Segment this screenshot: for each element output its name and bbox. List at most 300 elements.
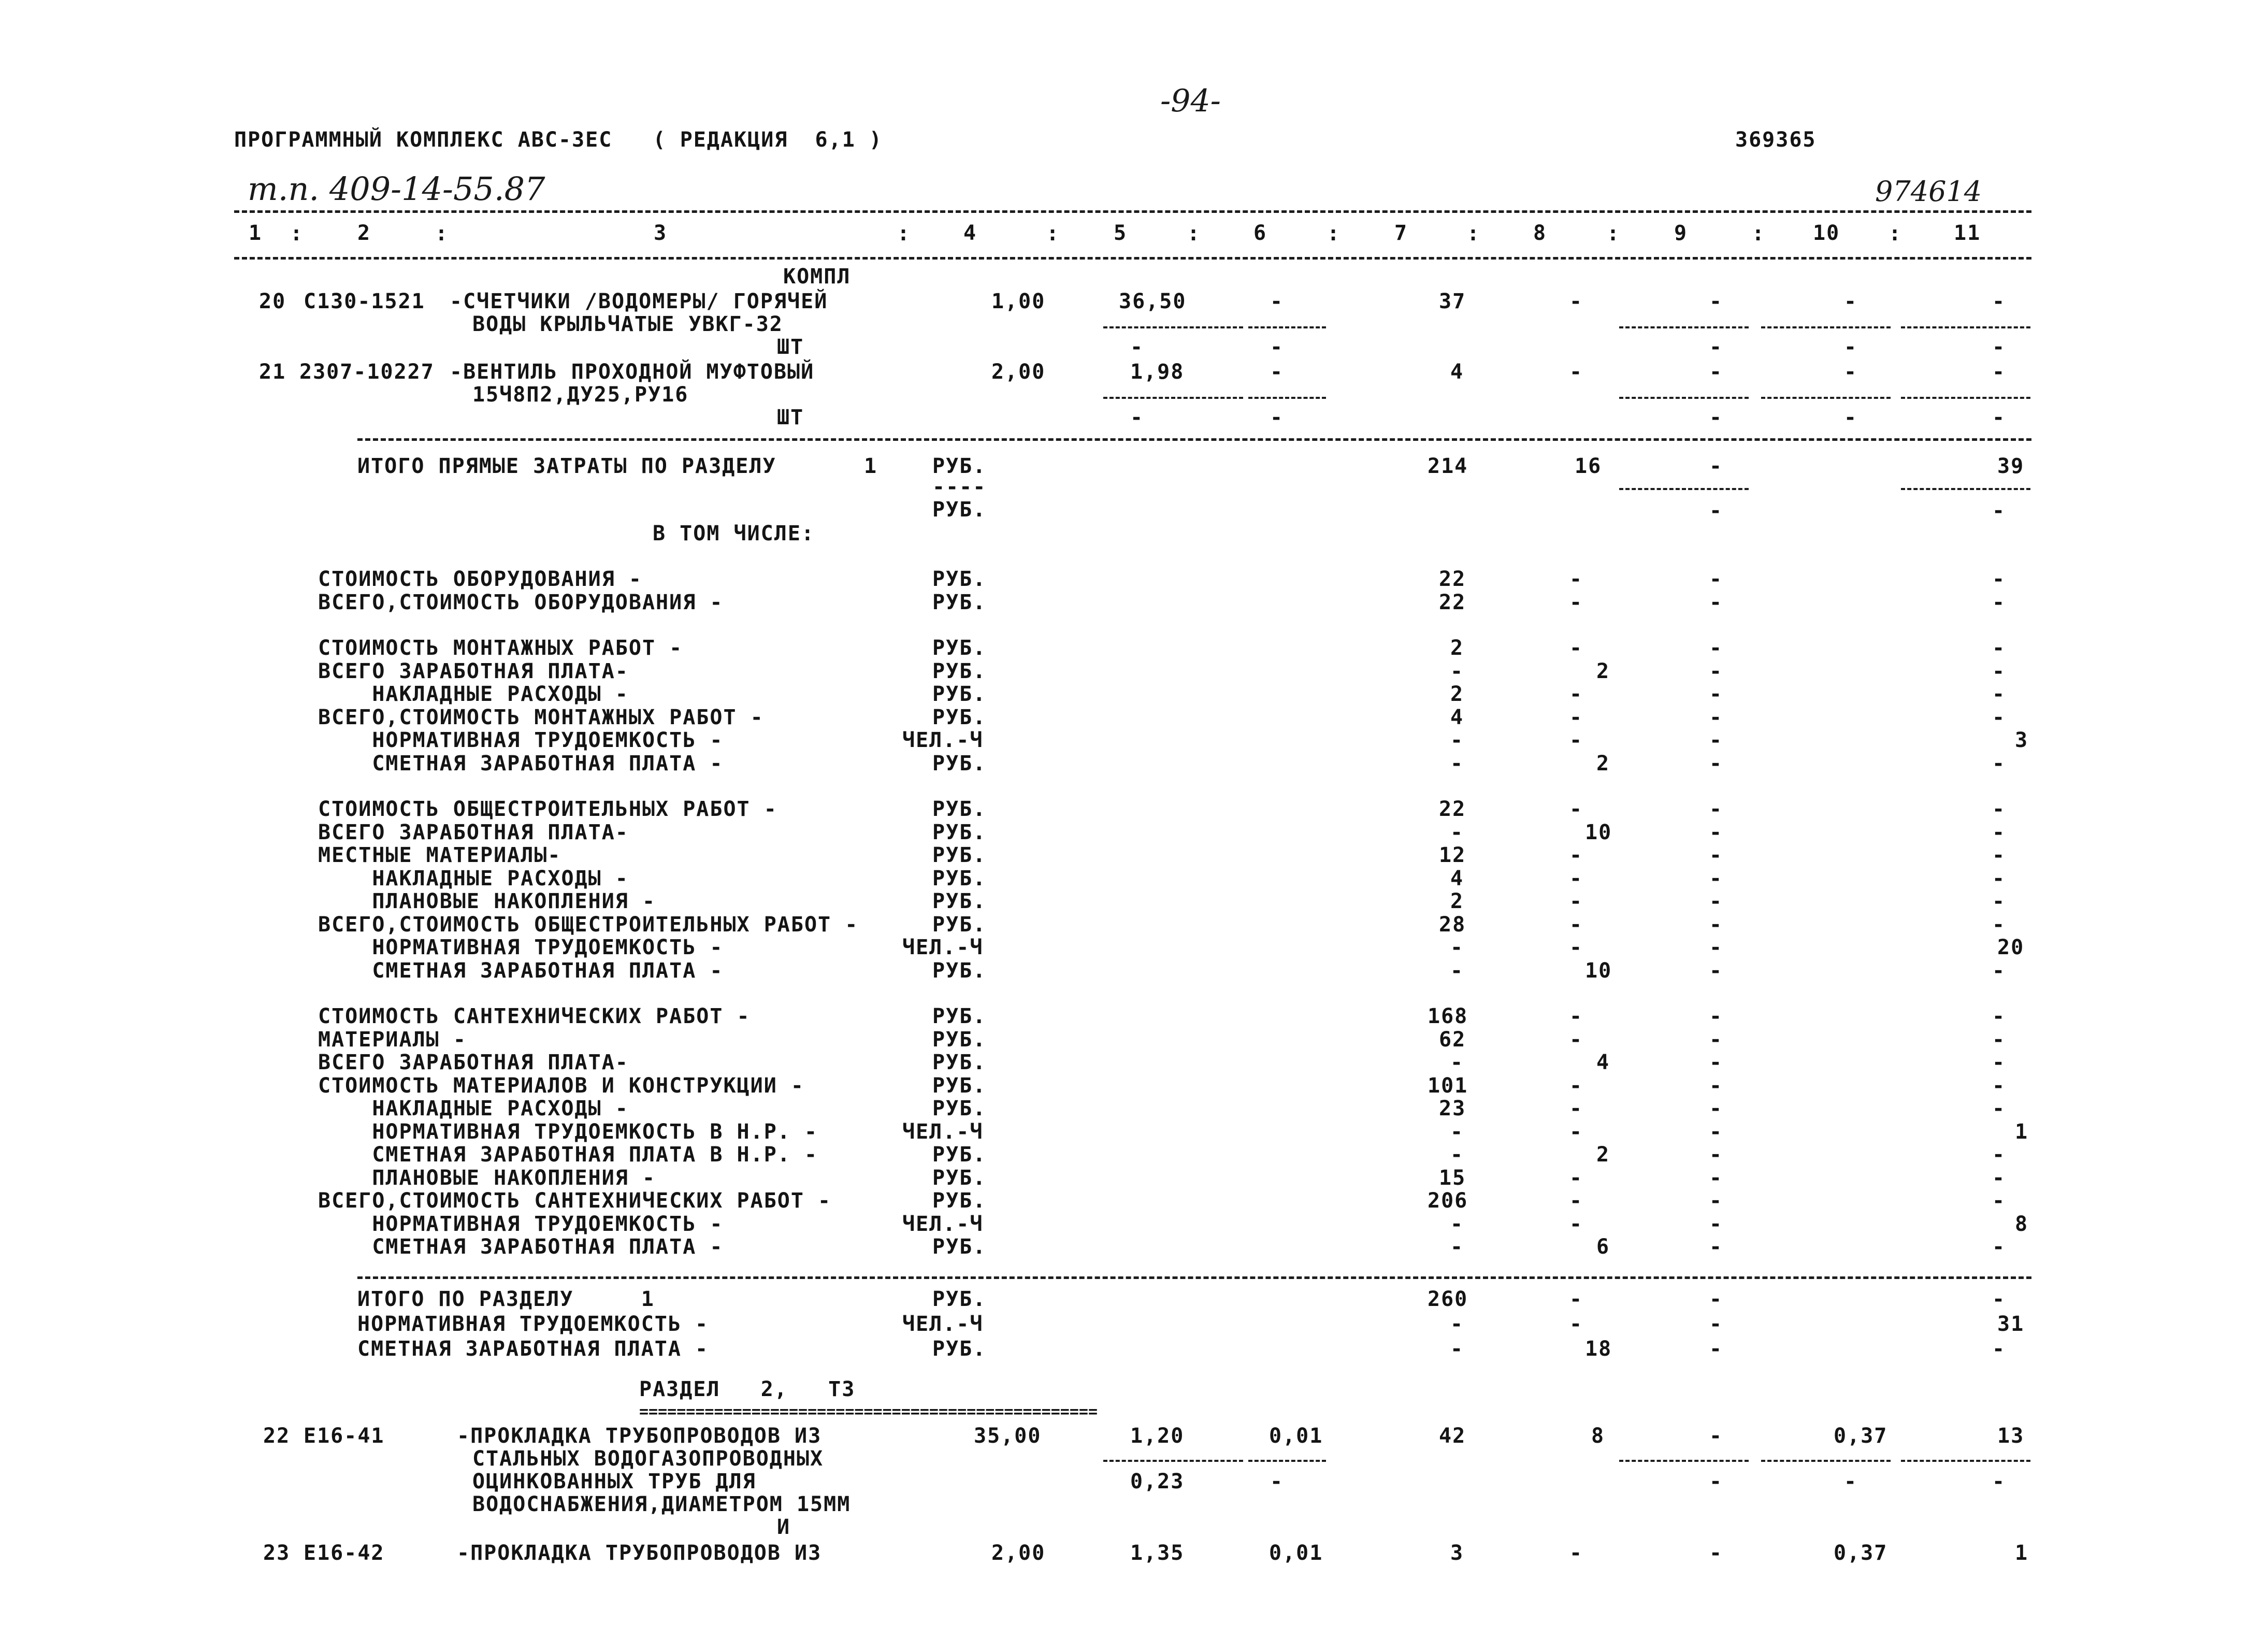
line-unit: РУБ.: [932, 1051, 987, 1074]
line-col11: -: [1992, 1097, 2006, 1121]
line-col9: -: [1709, 1212, 1723, 1236]
line-col7: -: [1450, 1235, 1464, 1259]
line-col7: 22: [1439, 567, 1466, 591]
section2-underline: =================================================: [639, 1403, 1098, 1421]
line-col11: -: [1992, 797, 2006, 821]
line-unit: РУБ.: [932, 821, 987, 844]
col-separator: :: [1467, 222, 1480, 246]
line-col11: -: [1992, 821, 2006, 844]
doc-reference: т.п. 409-14-55.87: [248, 170, 545, 208]
line-col11: -: [1992, 843, 2006, 867]
line-col11: -: [1992, 1189, 2006, 1213]
line-col7: 22: [1439, 797, 1466, 821]
line-col7: 12: [1439, 843, 1466, 867]
line-col8: -: [1569, 1312, 1583, 1336]
line-col9: -: [1709, 1120, 1723, 1144]
line-col7: 168: [1428, 1004, 1468, 1028]
line-col8: -: [1569, 591, 1583, 614]
col-separator: :: [1607, 222, 1620, 246]
line-label: МЕСТНЫЕ МАТЕРИАЛЫ-: [318, 843, 561, 867]
row-code: Е16-42: [304, 1541, 385, 1565]
line-label: СМЕТНАЯ ЗАРАБОТНАЯ ПЛАТА -: [318, 959, 724, 983]
line-col11: -: [1992, 567, 2006, 591]
row-col7: 4: [1450, 360, 1464, 384]
sub-rule: [1901, 326, 2030, 328]
line-unit: РУБ.: [932, 867, 987, 890]
line-col9: -: [1709, 728, 1723, 752]
line-unit: РУБ.: [932, 682, 987, 706]
line-col7: -: [1450, 1120, 1464, 1144]
line-col11: -: [1992, 913, 2006, 937]
line-unit: РУБ.: [932, 1166, 987, 1190]
unit-dash: ----: [932, 475, 987, 499]
line-label: НАКЛАДНЫЕ РАСХОДЫ -: [318, 682, 629, 706]
row-name-line: СТАЛЬНЫХ ВОДОГАЗОПРОВОДНЫХ: [472, 1447, 824, 1471]
line-col9: -: [1709, 1143, 1723, 1167]
line-unit: РУБ.: [932, 913, 987, 937]
line-col11: -: [1992, 636, 2006, 660]
line-col8: 2: [1596, 659, 1610, 683]
line-col9: -: [1709, 659, 1723, 683]
line-col7: 2: [1450, 682, 1464, 706]
line-label: ВСЕГО,СТОИМОСТЬ ОБОРУДОВАНИЯ -: [318, 591, 724, 614]
line-label: НОРМАТИВНАЯ ТРУДОЕМКОСТЬ -: [318, 1212, 724, 1236]
line-col8: -: [1569, 1166, 1583, 1190]
line-unit: ЧЕЛ.-Ч: [902, 936, 984, 959]
sub-rule: [1901, 488, 2030, 490]
line-unit: РУБ.: [932, 1337, 987, 1361]
sub-rule: [1761, 326, 1891, 328]
row-sub-dash: -: [1709, 499, 1723, 523]
line-label: СТОИМОСТЬ ОБЩЕСТРОИТЕЛЬНЫХ РАБОТ -: [318, 797, 777, 821]
row-col10: -: [1844, 290, 1858, 313]
row-sub-col10: -: [1844, 1470, 1858, 1493]
section2-title: РАЗДЕЛ 2, ТЗ: [639, 1377, 856, 1401]
row-sub-dash: -: [1992, 499, 2006, 523]
line-label: НОРМАТИВНАЯ ТРУДОЕМКОСТЬ -: [318, 936, 724, 959]
line-unit: РУБ.: [932, 1097, 987, 1121]
col-separator: :: [1327, 222, 1340, 246]
col-num-9: 9: [1674, 221, 1688, 245]
row-sub-dash: -: [1992, 406, 2006, 429]
row-number: 20: [259, 290, 286, 313]
line-unit: ЧЕЛ.-Ч: [902, 1212, 984, 1236]
line-label: НОРМАТИВНАЯ ТРУДОЕМКОСТЬ -: [357, 1312, 709, 1336]
line-col8: 18: [1585, 1337, 1612, 1361]
line-col7: 2: [1450, 636, 1464, 660]
row-code: С130-1521: [304, 290, 425, 313]
row-sub-dash: -: [1270, 335, 1284, 359]
line-col7: -: [1450, 1143, 1464, 1167]
line-label: ВСЕГО,СТОИМОСТЬ ОБЩЕСТРОИТЕЛЬНЫХ РАБОТ -: [318, 913, 859, 937]
line-col8: 6: [1596, 1235, 1610, 1259]
row-col10: -: [1844, 360, 1858, 384]
line-unit: РУБ.: [932, 567, 987, 591]
row-col8: -: [1569, 1541, 1583, 1565]
line-col11: 3: [2015, 728, 2029, 752]
line-col11: -: [1992, 867, 2006, 890]
line-col8: -: [1569, 1189, 1583, 1213]
line-unit: РУБ.: [932, 752, 987, 775]
line-unit: РУБ.: [932, 843, 987, 867]
row-price: 1,35: [1130, 1541, 1185, 1565]
row-col6: 0,01: [1269, 1541, 1323, 1565]
header-code: 369365: [1735, 128, 1817, 152]
section-rule: [357, 438, 2031, 441]
line-col8: 4: [1596, 1051, 1610, 1074]
line-col9: -: [1709, 889, 1723, 913]
section-rule: [357, 1276, 2031, 1279]
line-col11: 8: [2015, 1212, 2029, 1236]
line-col7: 2: [1450, 889, 1464, 913]
row-col9: -: [1709, 360, 1723, 384]
row-col8: -: [1569, 290, 1583, 313]
header-rule-bottom: [234, 257, 2031, 260]
line-col9: -: [1709, 1074, 1723, 1098]
line-col8: -: [1569, 936, 1583, 959]
line-col8: -: [1569, 636, 1583, 660]
line-col7: 206: [1428, 1189, 1468, 1213]
line-unit: РУБ.: [932, 797, 987, 821]
line-col9: -: [1709, 936, 1723, 959]
header-title: ПРОГРАММНЫЙ КОМПЛЕКС АВС-3ЕС ( РЕДАКЦИЯ 6,1 ): [234, 128, 883, 152]
line-col7: -: [1450, 821, 1464, 844]
row-unit: КОМПЛ: [783, 265, 851, 289]
line-col11: -: [1992, 959, 2006, 983]
line-col9: -: [1709, 1235, 1723, 1259]
line-col8: 2: [1596, 752, 1610, 775]
line-col11: -: [1992, 1028, 2006, 1052]
line-unit: РУБ.: [932, 959, 987, 983]
line-col8: -: [1569, 867, 1583, 890]
row-name-line1: -ВЕНТИЛЬ ПРОХОДНОЙ МУФТОВЫЙ: [450, 360, 815, 384]
line-col8: -: [1569, 843, 1583, 867]
row-col6: 0,01: [1269, 1424, 1323, 1448]
line-col7: -: [1450, 959, 1464, 983]
line-col7: 4: [1450, 867, 1464, 890]
line-col9: -: [1709, 1287, 1723, 1311]
row-number: 22: [263, 1424, 291, 1448]
line-col8: -: [1569, 889, 1583, 913]
line-col11: -: [1992, 1051, 2006, 1074]
row-col11: -: [1992, 360, 2006, 384]
line-col9: -: [1709, 867, 1723, 890]
line-col11: -: [1992, 1004, 2006, 1028]
line-unit: РУБ.: [932, 1189, 987, 1213]
line-label: ПЛАНОВЫЕ НАКОПЛЕНИЯ -: [318, 1166, 656, 1190]
line-label: МАТЕРИАЛЫ -: [318, 1028, 467, 1052]
sub-rule: [1103, 1460, 1243, 1462]
row-name-line2: ВОДЫ КРЫЛЬЧАТЫЕ УВКГ-32: [472, 312, 783, 336]
line-col11: -: [1992, 1074, 2006, 1098]
line-col9: -: [1709, 821, 1723, 844]
line-col9: -: [1709, 591, 1723, 614]
line-col11: -: [1992, 682, 2006, 706]
line-label: СТОИМОСТЬ МАТЕРИАЛОВ И КОНСТРУКЦИИ -: [318, 1074, 804, 1098]
total-unit: РУБ.: [932, 454, 987, 478]
line-label: СТОИМОСТЬ ОБОРУДОВАНИЯ -: [318, 567, 642, 591]
row-col9: -: [1709, 1424, 1723, 1448]
col-num-11: 11: [1954, 221, 1981, 245]
row-sub-col11: -: [1992, 1470, 2006, 1493]
line-col7: 15: [1439, 1166, 1466, 1190]
line-col9: -: [1709, 1051, 1723, 1074]
line-unit: РУБ.: [932, 1235, 987, 1259]
row-sub-dash: -: [1709, 406, 1723, 429]
line-col11: -: [1992, 1235, 2006, 1259]
total-section: 1: [864, 454, 878, 478]
total-unit: РУБ.: [932, 498, 987, 522]
line-col8: -: [1569, 1097, 1583, 1121]
line-col8: -: [1569, 1212, 1583, 1236]
line-label: СМЕТНАЯ ЗАРАБОТНАЯ ПЛАТА -: [357, 1337, 709, 1361]
line-col7: -: [1450, 1312, 1464, 1336]
inventory-number: 974614: [1875, 175, 1982, 208]
line-col7: -: [1450, 936, 1464, 959]
line-col9: -: [1709, 1004, 1723, 1028]
line-col9: -: [1709, 959, 1723, 983]
row-name-line1: -СЧЕТЧИКИ /ВОДОМЕРЫ/ ГОРЯЧЕЙ: [450, 290, 828, 313]
row-col7: 3: [1450, 1541, 1464, 1565]
row-sub-col9: -: [1709, 1470, 1723, 1493]
line-label: СМЕТНАЯ ЗАРАБОТНАЯ ПЛАТА В Н.Р. -: [318, 1143, 818, 1167]
row-sub-dash: -: [1844, 406, 1858, 429]
line-unit: РУБ.: [932, 636, 987, 660]
row-unit: ШТ: [777, 406, 804, 429]
line-col9: -: [1709, 752, 1723, 775]
row-price: 1,98: [1130, 360, 1185, 384]
row-name-line: -ПРОКЛАДКА ТРУБОПРОВОДОВ ИЗ: [457, 1541, 822, 1565]
col-separator: :: [1187, 222, 1200, 246]
line-col8: 10: [1585, 821, 1612, 844]
line-unit: РУБ.: [932, 1143, 987, 1167]
line-label: ВСЕГО,СТОИМОСТЬ САНТЕХНИЧЕСКИХ РАБОТ -: [318, 1189, 832, 1213]
row-sub-dash: -: [1709, 335, 1723, 359]
line-unit: РУБ.: [932, 1028, 987, 1052]
row-col6: -: [1270, 360, 1284, 384]
col-num-3: 3: [654, 221, 668, 245]
line-label: НАКЛАДНЫЕ РАСХОДЫ -: [318, 1097, 629, 1121]
line-col8: -: [1569, 706, 1583, 729]
row-price: 1,20: [1130, 1424, 1185, 1448]
row-col8: -: [1569, 360, 1583, 384]
col-separator: :: [1889, 222, 1901, 246]
sub-rule: [1901, 397, 2030, 399]
sub-rule: [1619, 397, 1749, 399]
col-separator: :: [1752, 222, 1765, 246]
row-col7: 42: [1439, 1424, 1466, 1448]
total-col7: 214: [1428, 454, 1468, 478]
line-col11: -: [1992, 889, 2006, 913]
line-label: ПЛАНОВЫЕ НАКОПЛЕНИЯ -: [318, 889, 656, 913]
row-qty: 2,00: [991, 1541, 1046, 1565]
line-col7: 23: [1439, 1097, 1466, 1121]
line-col9: -: [1709, 1028, 1723, 1052]
line-unit: РУБ.: [932, 1287, 987, 1311]
line-col11: 20: [1997, 936, 2025, 959]
line-col8: -: [1569, 913, 1583, 937]
line-unit: РУБ.: [932, 889, 987, 913]
row-price: 36,50: [1119, 290, 1187, 313]
row-col11: 1: [2015, 1541, 2029, 1565]
total-label: ИТОГО ПРЯМЫЕ ЗАТРАТЫ ПО РАЗДЕЛУ: [357, 454, 776, 478]
line-col11: -: [1992, 1143, 2006, 1167]
line-unit: ЧЕЛ.-Ч: [902, 1120, 984, 1144]
row-sub-dash: -: [1270, 406, 1284, 429]
sub-rule: [1103, 326, 1243, 328]
row-code: 2307-10227: [299, 360, 435, 384]
sub-rule: [1619, 1460, 1749, 1462]
line-col7: 101: [1428, 1074, 1468, 1098]
in-that-heading: В ТОМ ЧИСЛЕ:: [653, 522, 815, 545]
line-col8: -: [1569, 1028, 1583, 1052]
line-col9: -: [1709, 843, 1723, 867]
sub-rule: [1103, 397, 1243, 399]
sub-rule: [1761, 1460, 1891, 1462]
row-qty: 35,00: [974, 1424, 1042, 1448]
header-rule-top: [234, 210, 2031, 213]
sub-rule: [1248, 1460, 1326, 1462]
line-col11: -: [1992, 1337, 2006, 1361]
line-col7: 62: [1439, 1028, 1466, 1052]
line-col8: 10: [1585, 959, 1612, 983]
page-number: -94-: [1160, 83, 1221, 119]
line-col11: 31: [1997, 1312, 2025, 1336]
row-name-line: ОЦИНКОВАННЫХ ТРУБ ДЛЯ: [472, 1470, 756, 1493]
line-col9: -: [1709, 682, 1723, 706]
line-col7: -: [1450, 1212, 1464, 1236]
line-col7: -: [1450, 728, 1464, 752]
line-label: ВСЕГО,СТОИМОСТЬ МОНТАЖНЫХ РАБОТ -: [318, 706, 764, 729]
line-col7: -: [1450, 659, 1464, 683]
row-name-line: ВОДОСНАБЖЕНИЯ,ДИАМЕТРОМ 15ММ: [472, 1492, 851, 1516]
line-col8: -: [1569, 1120, 1583, 1144]
line-col8: -: [1569, 728, 1583, 752]
line-label: ВСЕГО ЗАРАБОТНАЯ ПЛАТА-: [318, 821, 629, 844]
line-label: ВСЕГО ЗАРАБОТНАЯ ПЛАТА-: [318, 1051, 629, 1074]
row-sub-dash: -: [1992, 335, 2006, 359]
line-unit: РУБ.: [932, 659, 987, 683]
line-col8: -: [1569, 1004, 1583, 1028]
line-col11: 1: [2015, 1120, 2029, 1144]
col-num-6: 6: [1253, 221, 1267, 245]
line-col8: 2: [1596, 1143, 1610, 1167]
line-label: СМЕТНАЯ ЗАРАБОТНАЯ ПЛАТА -: [318, 1235, 724, 1259]
row-unit: ШТ: [777, 335, 804, 359]
row-qty: 2,00: [991, 360, 1046, 384]
line-col11: -: [1992, 591, 2006, 614]
line-col7: 4: [1450, 706, 1464, 729]
col-separator: :: [897, 222, 910, 246]
line-col9: -: [1709, 913, 1723, 937]
row-col8: 8: [1591, 1424, 1605, 1448]
line-col9: -: [1709, 706, 1723, 729]
line-label: НАКЛАДНЫЕ РАСХОДЫ -: [318, 867, 629, 890]
line-col11: -: [1992, 752, 2006, 775]
col-num-10: 10: [1813, 221, 1840, 245]
row-sub-dash: -: [1844, 335, 1858, 359]
row-sub-price: 0,23: [1130, 1470, 1185, 1493]
line-col8: -: [1569, 567, 1583, 591]
line-col11: -: [1992, 659, 2006, 683]
line-col9: -: [1709, 1189, 1723, 1213]
row-col10: 0,37: [1834, 1541, 1888, 1565]
line-col7: 28: [1439, 913, 1466, 937]
line-unit: ЧЕЛ.-Ч: [902, 728, 984, 752]
line-col11: -: [1992, 1166, 2006, 1190]
line-col7: -: [1450, 1337, 1464, 1361]
col-separator: :: [290, 222, 303, 246]
row-code: Е16-41: [304, 1424, 385, 1448]
total-col11: 39: [1997, 454, 2025, 478]
total-col9: -: [1709, 454, 1723, 478]
col-separator: :: [1046, 222, 1059, 246]
line-col9: -: [1709, 797, 1723, 821]
line-label: ВСЕГО ЗАРАБОТНАЯ ПЛАТА-: [318, 659, 629, 683]
row-col11: 13: [1997, 1424, 2025, 1448]
line-unit: РУБ.: [932, 1004, 987, 1028]
sub-rule: [1761, 397, 1891, 399]
line-col9: -: [1709, 567, 1723, 591]
sub-rule: [1248, 397, 1326, 399]
line-label: НОРМАТИВНАЯ ТРУДОЕМКОСТЬ -: [318, 728, 724, 752]
sub-rule: [1248, 326, 1326, 328]
col-num-4: 4: [963, 221, 977, 245]
line-col11: -: [1992, 706, 2006, 729]
sub-rule: [1619, 488, 1749, 490]
line-col7: -: [1450, 1051, 1464, 1074]
line-unit: РУБ.: [932, 1074, 987, 1098]
line-label: НОРМАТИВНАЯ ТРУДОЕМКОСТЬ В Н.Р. -: [318, 1120, 818, 1144]
sub-rule: [1619, 326, 1749, 328]
line-label: ИТОГО ПО РАЗДЕЛУ 1: [357, 1287, 655, 1311]
col-num-5: 5: [1114, 221, 1128, 245]
line-unit: РУБ.: [932, 706, 987, 729]
row-name-line: И: [777, 1515, 791, 1539]
line-col8: -: [1569, 1074, 1583, 1098]
line-label: СТОИМОСТЬ САНТЕХНИЧЕСКИХ РАБОТ -: [318, 1004, 751, 1028]
line-col7: 22: [1439, 591, 1466, 614]
row-name-line2: 15Ч8П2,ДУ25,РУ16: [472, 383, 689, 407]
row-col10: 0,37: [1834, 1424, 1888, 1448]
col-num-8: 8: [1533, 221, 1547, 245]
col-num-1: 1: [249, 221, 263, 245]
row-number: 23: [263, 1541, 291, 1565]
col-num-2: 2: [357, 221, 371, 245]
col-separator: :: [435, 222, 448, 246]
line-col7: 260: [1428, 1287, 1468, 1311]
row-col11: -: [1992, 290, 2006, 313]
row-col7: 37: [1439, 290, 1466, 313]
row-sub-dash: -: [1130, 406, 1144, 429]
line-unit: РУБ.: [932, 591, 987, 614]
row-name-line: -ПРОКЛАДКА ТРУБОПРОВОДОВ ИЗ: [457, 1424, 822, 1448]
line-col9: -: [1709, 1166, 1723, 1190]
line-unit: ЧЕЛ.-Ч: [902, 1312, 984, 1336]
total-col8: 16: [1575, 454, 1602, 478]
line-col8: -: [1569, 682, 1583, 706]
sub-rule: [1901, 1460, 2030, 1462]
col-num-7: 7: [1394, 221, 1408, 245]
row-qty: 1,00: [991, 290, 1046, 313]
line-col8: -: [1569, 1287, 1583, 1311]
line-label: СТОИМОСТЬ МОНТАЖНЫХ РАБОТ -: [318, 636, 683, 660]
row-sub-col6: -: [1270, 1470, 1284, 1493]
line-label: СМЕТНАЯ ЗАРАБОТНАЯ ПЛАТА -: [318, 752, 724, 775]
line-col9: -: [1709, 1337, 1723, 1361]
row-col6: -: [1270, 290, 1284, 313]
row-col9: -: [1709, 290, 1723, 313]
